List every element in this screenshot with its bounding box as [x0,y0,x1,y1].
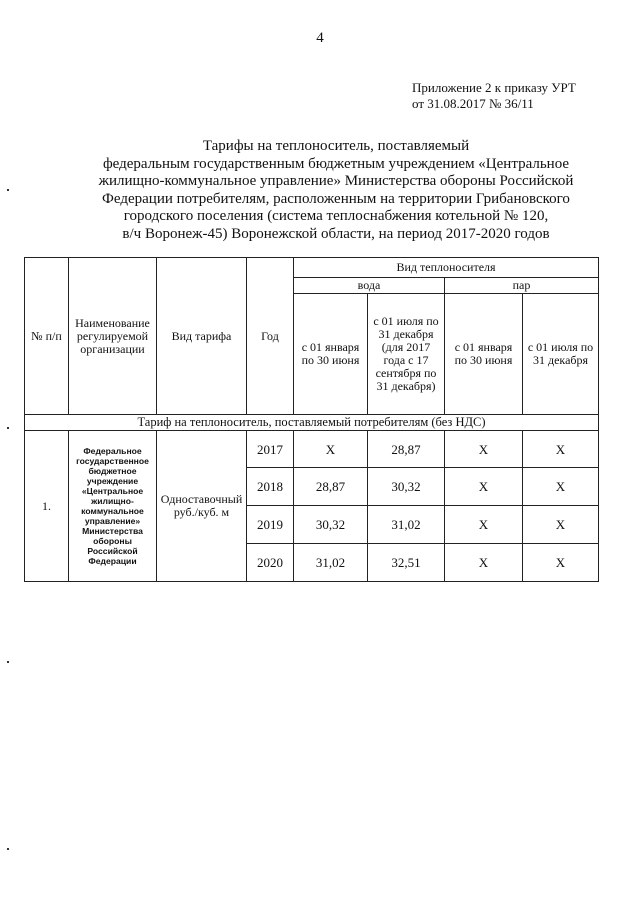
cell-steam-second-half: Х [523,468,599,506]
cell-steam-first-half: Х [445,468,523,506]
appendix-line-1: Приложение 2 к приказу УРТ [412,80,576,95]
scan-mark [7,848,9,850]
cell-steam-second-half: Х [523,506,599,544]
scan-mark [7,661,9,663]
header-water-second-half: с 01 июля по 31 декабря (для 2017 года с 17 сентября по 31 декабря) [368,294,445,415]
title-line-4: Федерации потребителям, расположенным на территории Грибановского [102,190,570,207]
title-line-3: жилищно-коммунальное управление» Министерства обороны Российской [98,173,574,189]
title-line-2: федеральным государственным бюджетным учреждением «Центральное [102,155,570,172]
page-number: 4 [316,30,324,46]
entry-tariff-kind: Одноставочный руб./куб. м [157,431,247,582]
row-year: 2018 [247,468,294,506]
header-year: Год [247,258,294,415]
cell-water-first-half: 28,87 [294,468,368,506]
entry-organization: Федеральное государственное бюджетное учреждение «Центральное жилищно-коммунальное управление» Министерства обороны Российской Федерации [69,431,157,582]
scan-mark [7,189,9,191]
row-year: 2019 [247,506,294,544]
tariff-table [24,257,599,582]
cell-water-second-half: 31,02 [368,506,445,544]
header-steam: пар [445,278,599,294]
header-water: вода [294,278,445,294]
header-steam-first-half: с 01 января по 30 июня [445,294,523,415]
cell-steam-second-half: Х [523,431,599,468]
appendix-line-2: от 31.08.2017 № 36/11 [412,96,534,111]
header-org-name: Наименование регулируемой организации [69,258,157,415]
entry-num: 1. [25,431,69,582]
appendix-reference [412,80,576,112]
cell-steam-first-half: Х [445,431,523,468]
cell-steam-first-half: Х [445,506,523,544]
cell-water-first-half: 31,02 [294,544,368,582]
header-carrier-type: Вид теплоносителя [294,258,599,278]
header-water-first-half: с 01 января по 30 июня [294,294,368,415]
title-line-5: городского поселения (система теплоснабжения котельной № 120, [123,208,549,224]
document-title [92,138,580,243]
cell-water-second-half: 30,32 [368,468,445,506]
header-tariff-kind: Вид тарифа [157,258,247,415]
header-steam-second-half: с 01 июля по 31 декабря [523,294,599,415]
row-year: 2020 [247,544,294,582]
table-row [25,431,599,468]
cell-water-first-half: Х [294,431,368,468]
cell-water-second-half: 32,51 [368,544,445,582]
title-line-6: в/ч Воронеж-45) Воронежской области, на период 2017-2020 годов [122,225,550,242]
row-year: 2017 [247,431,294,468]
cell-steam-second-half: Х [523,544,599,582]
cell-water-first-half: 30,32 [294,506,368,544]
title-line-1: Тарифы на теплоноситель, поставляемый [202,138,470,154]
cell-water-second-half: 28,87 [368,431,445,468]
section-title: Тариф на теплоноситель, поставляемый потребителям (без НДС) [25,415,599,431]
scan-mark [7,427,9,429]
cell-steam-first-half: Х [445,544,523,582]
header-num: № п/п [25,258,69,415]
